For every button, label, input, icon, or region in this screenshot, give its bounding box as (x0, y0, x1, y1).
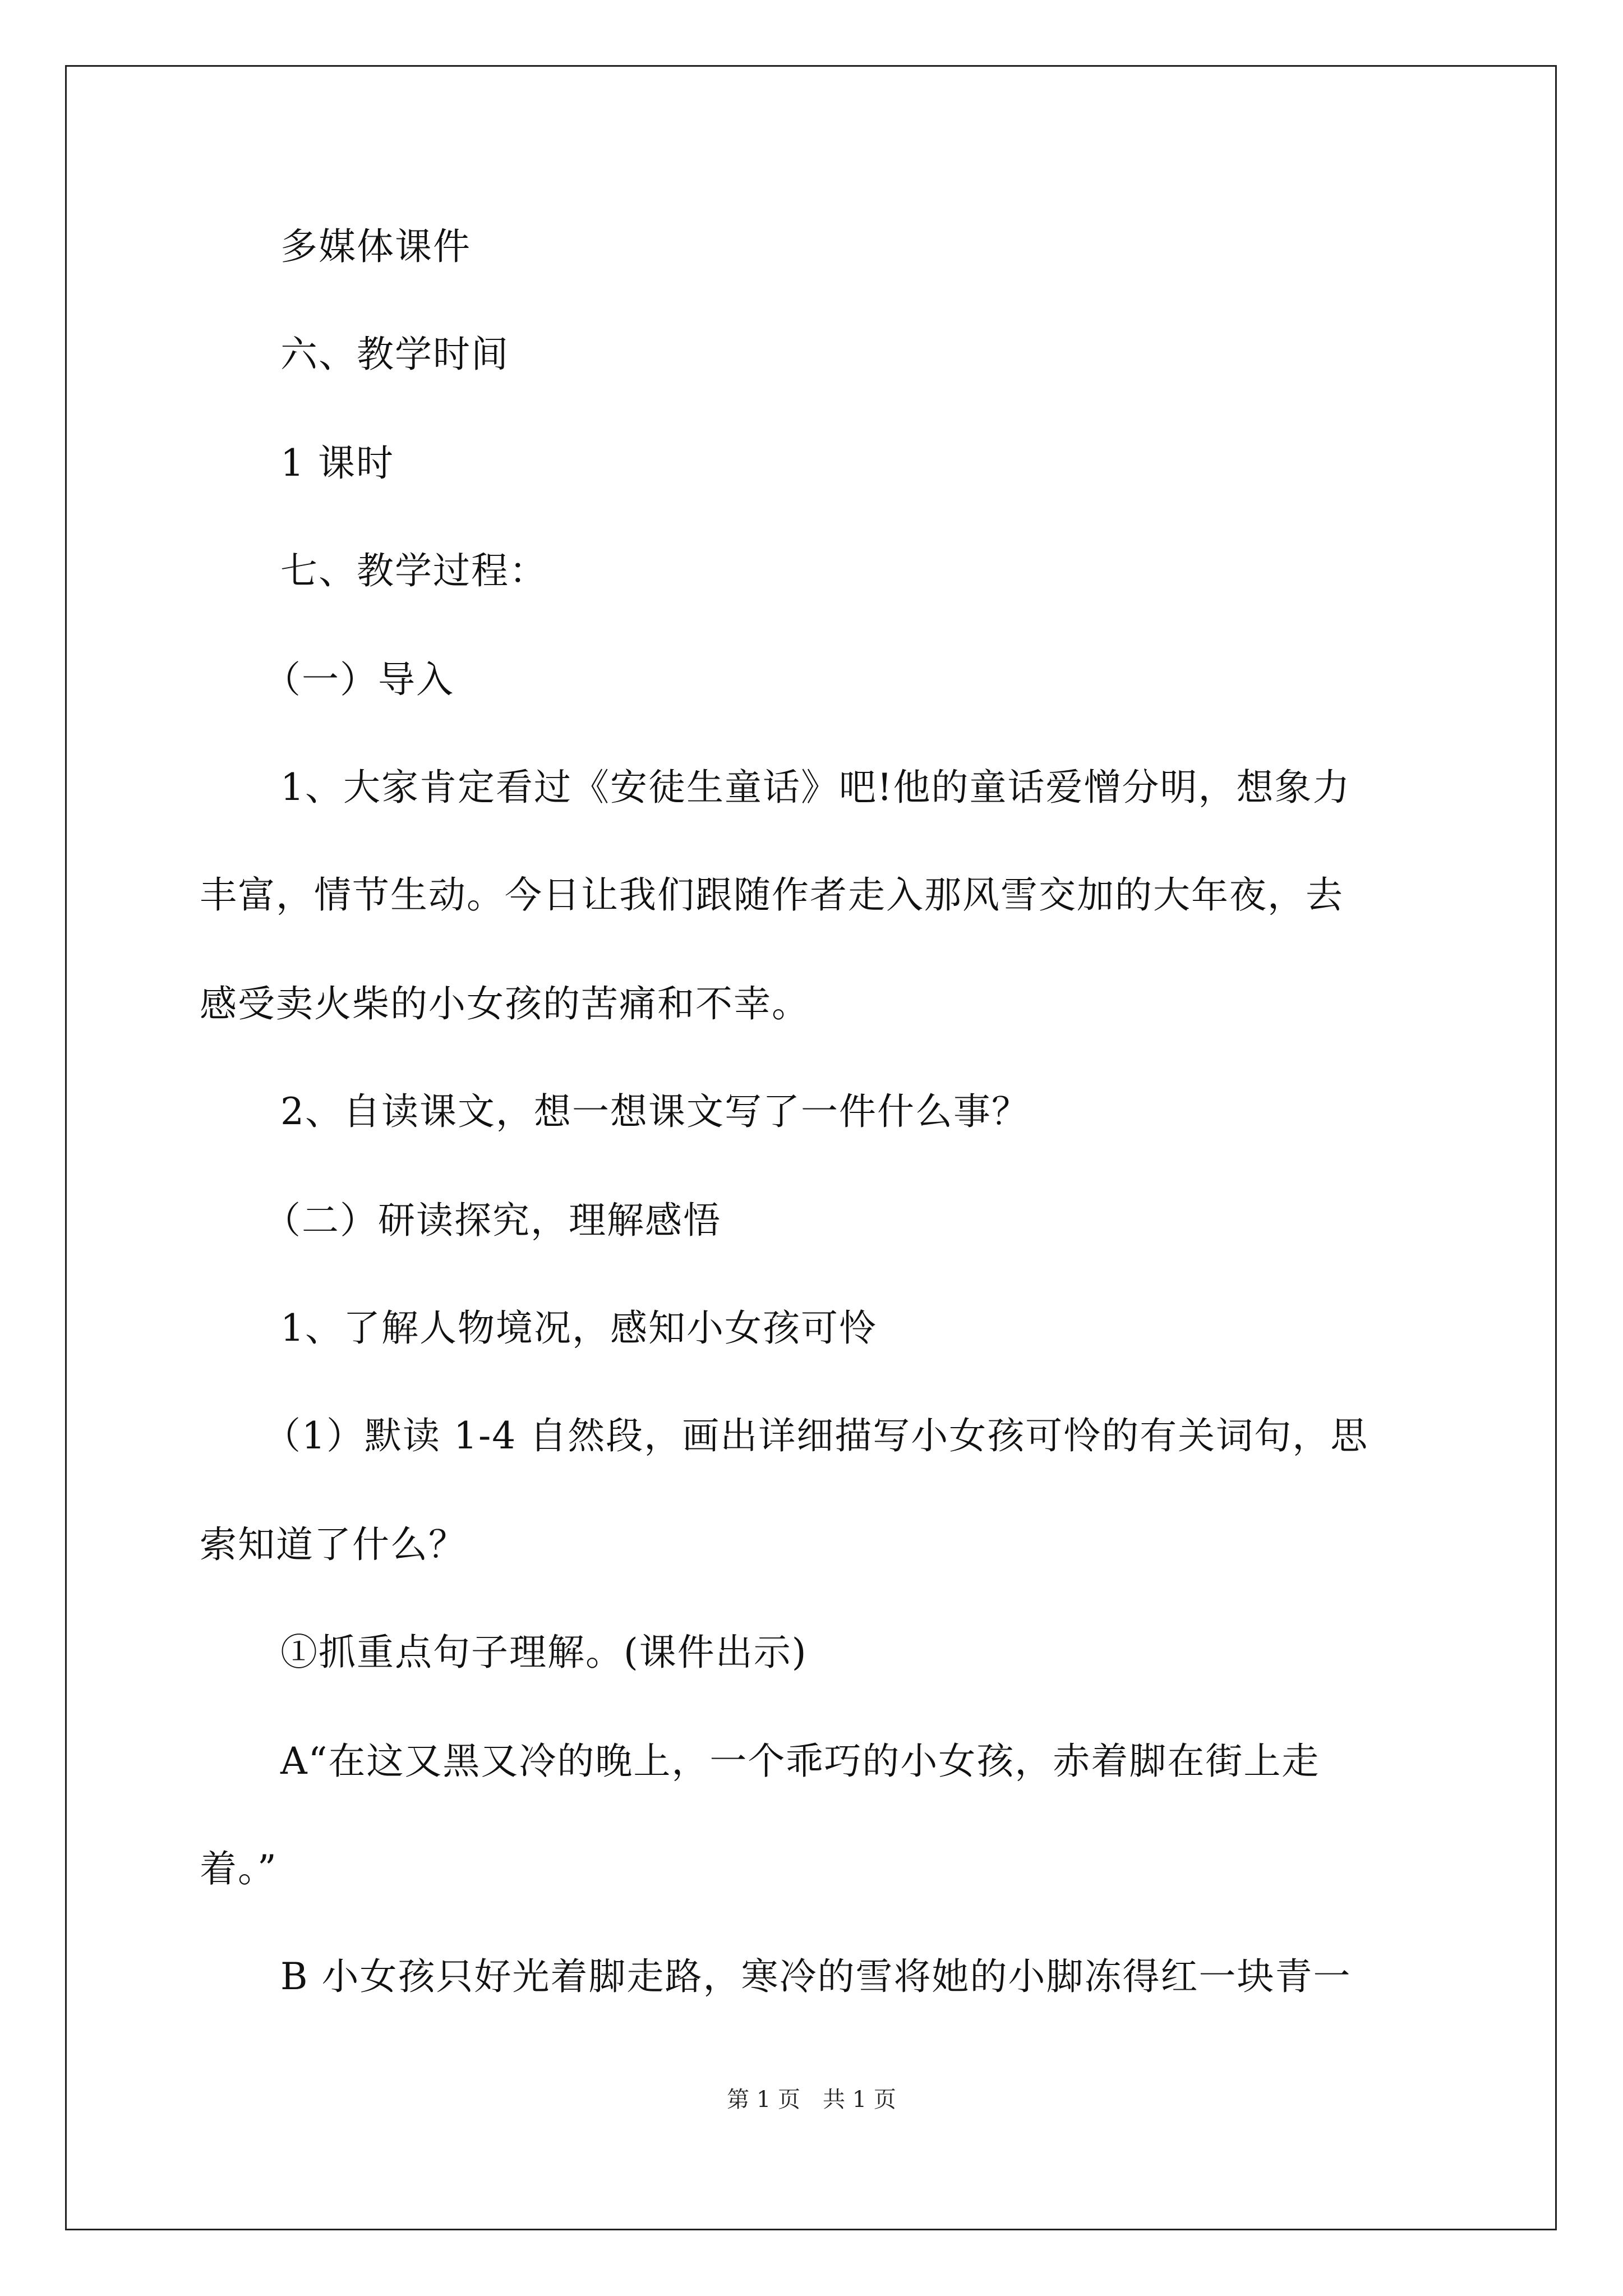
text-line: 2、自读课文，想一想课文写了一件什么事？ (280, 1090, 1030, 1133)
text-line: 七、教学过程： (280, 549, 547, 592)
text-line: 1 课时 (280, 441, 394, 485)
section-heading: （二）研读探究，理解感悟 (264, 1199, 721, 1242)
text-line: B 小女孩只好光着脚走路，寒冷的雪将她的小脚冻得红一块青一 (280, 1955, 1352, 1998)
page-border (65, 65, 1557, 2230)
text-line: 感受卖火柴的小女孩的苦痛和不幸。 (200, 982, 810, 1025)
page-footer: 第 1 页 共 1 页 (727, 2087, 896, 2113)
text-line: 多媒体课件 (280, 225, 471, 268)
section-heading: （一）导入 (264, 658, 454, 701)
text-line: 着。” (200, 1847, 278, 1890)
text-line: ①抓重点句子理解。(课件出示) (280, 1631, 808, 1674)
text-line: 六、教学时间 (280, 333, 509, 376)
text-line: A“在这又黑又冷的晚上，一个乖巧的小女孩，赤着脚在街上走 (280, 1740, 1320, 1783)
text-line: 索知道了什么？ (200, 1523, 467, 1566)
text-line: 1、了解人物境况，感知小女孩可怜 (280, 1306, 877, 1350)
text-line: 1、大家肯定看过《安徒生童话》吧!他的童话爱憎分明，想象力 (280, 766, 1351, 809)
text-line: 丰富，情节生动。今日让我们跟随作者走入那风雪交加的大年夜，去 (200, 873, 1344, 917)
text-line: （1）默读 1-4 自然段，画出详细描写小女孩可怜的有关词句，思 (264, 1414, 1369, 1457)
